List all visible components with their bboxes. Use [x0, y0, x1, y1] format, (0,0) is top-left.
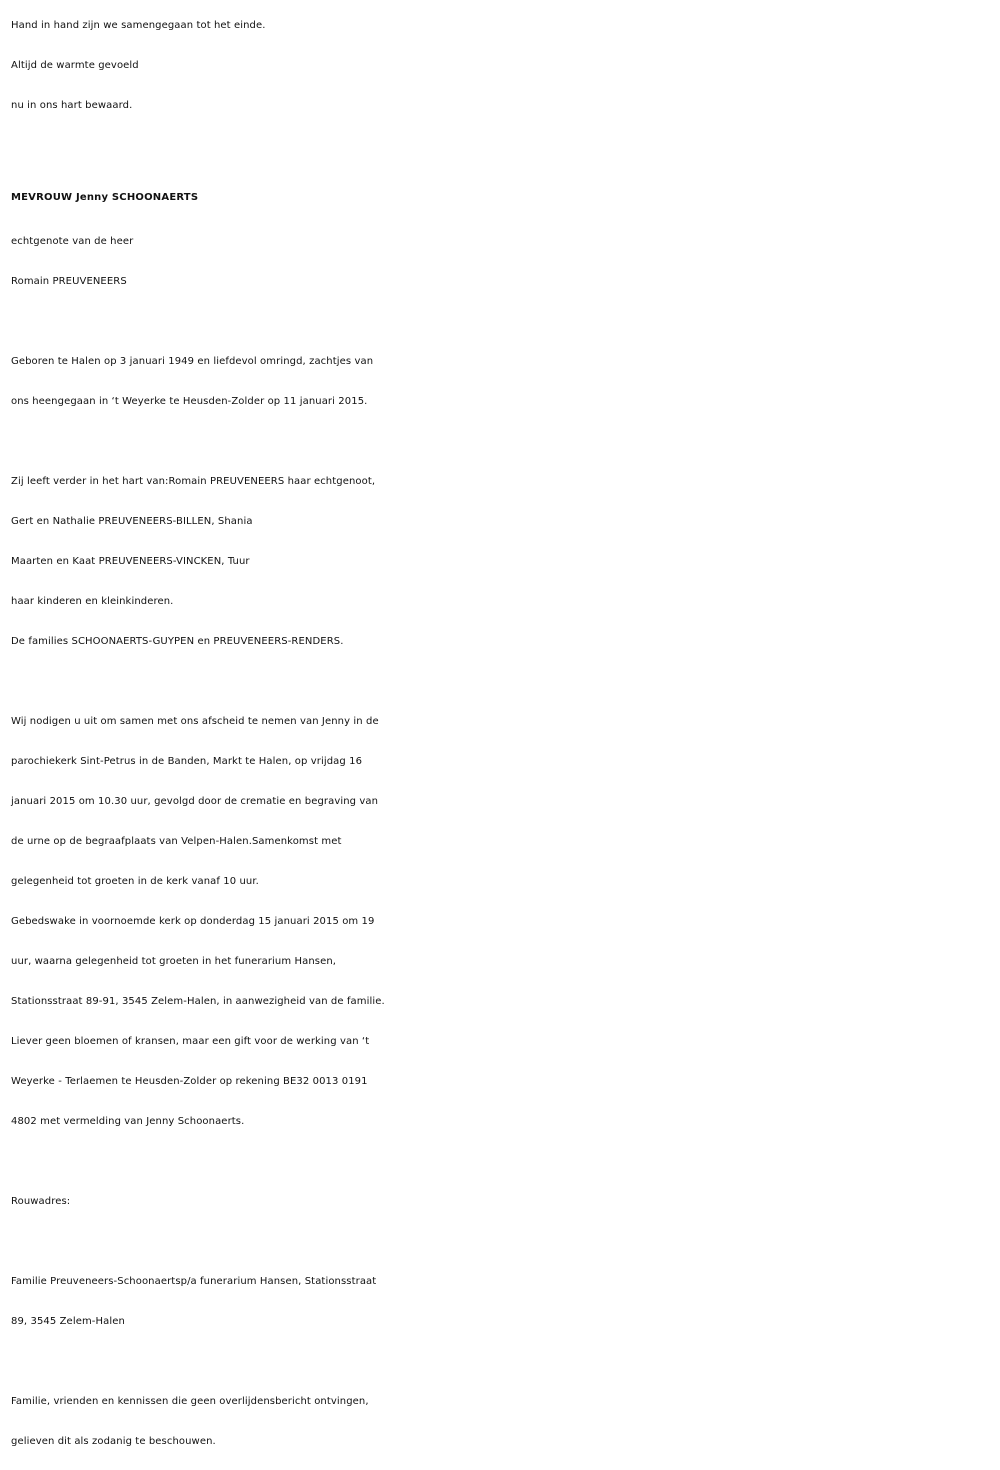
address-block — [11, 1262, 991, 1342]
birth-death-line: Geboren te Halen op 3 januari 1949 en liefdevol omringd, zachtjes van — [11, 356, 374, 367]
spacer — [11, 422, 991, 462]
closing-line: gelieven dit als zodanig te beschouwen. — [11, 1436, 216, 1447]
spacer — [11, 126, 991, 166]
family-block — [11, 462, 991, 662]
ceremony-block — [11, 702, 991, 1142]
ceremony-line: parochiekerk Sint-Petrus in de Banden, Markt te Halen, op vrijdag 16 — [11, 756, 363, 767]
ceremony-line: uur, waarna gelegenheid tot groeten in het funerarium Hansen, — [11, 956, 337, 967]
family-line: Gert en Nathalie PREUVENEERS-BILLEN, Shania — [11, 516, 253, 527]
birth-death-line: ons heengegaan in ‘t Weyerke te Heusden-Zolder op 11 januari 2015. — [11, 396, 368, 407]
spouse-block — [11, 222, 991, 302]
ceremony-line: Wij nodigen u uit om samen met ons afscheid te nemen van Jenny in de — [11, 716, 379, 727]
spouse-line: echtgenote van de heer — [11, 236, 134, 247]
spacer — [11, 1222, 991, 1262]
spacer — [11, 302, 991, 342]
poem-line: nu in ons hart bewaard. — [11, 100, 133, 111]
spacer — [11, 662, 991, 702]
spacer — [11, 1142, 991, 1182]
address-line: Familie Preuveneers-Schoonaertsp/a funerarium Hansen, Stationsstraat — [11, 1276, 377, 1287]
closing-line: Familie, vrienden en kennissen die geen overlijdensbericht ontvingen, — [11, 1396, 369, 1407]
ceremony-line: Weyerke - Terlaemen te Heusden-Zolder op rekening BE32 0013 0191 — [11, 1076, 368, 1087]
closing-block — [11, 1382, 991, 1462]
family-line: Zij leeft verder in het hart van:Romain PREUVENEERS haar echtgenoot, — [11, 476, 376, 487]
family-line: haar kinderen en kleinkinderen. — [11, 596, 174, 607]
family-line: De families SCHOONAERTS-GUYPEN en PREUVENEERS-RENDERS. — [11, 636, 344, 647]
poem-line: Altijd de warmte gevoeld — [11, 60, 139, 71]
ceremony-line: Gebedswake in voornoemde kerk op donderdag 15 januari 2015 om 19 — [11, 916, 375, 927]
ceremony-line: gelegenheid tot groeten in de kerk vanaf 10 uur. — [11, 876, 259, 887]
address-line: 89, 3545 Zelem-Halen — [11, 1316, 125, 1327]
poem-line: Hand in hand zijn we samengegaan tot het einde. — [11, 20, 266, 31]
ceremony-line: januari 2015 om 10.30 uur, gevolgd door de crematie en begraving van — [11, 796, 379, 807]
poem — [11, 6, 991, 126]
ceremony-line: 4802 met vermelding van Jenny Schoonaerts. — [11, 1116, 245, 1127]
ceremony-line: de urne op de begraafplaats van Velpen-Halen.Samenkomst met — [11, 836, 342, 847]
spacer — [11, 1342, 991, 1382]
ceremony-line: Liever geen bloemen of kransen, maar een gift voor de werking van ‘t — [11, 1036, 370, 1047]
family-line: Maarten en Kaat PREUVENEERS-VINCKEN, Tuur — [11, 556, 250, 567]
birth-death-block — [11, 342, 991, 422]
deceased-name: MEVROUW Jenny SCHOONAERTS — [11, 192, 199, 203]
obituary-document — [11, 6, 991, 1462]
address-label: Rouwadres: — [11, 1196, 71, 1207]
spouse-line: Romain PREUVENEERS — [11, 276, 127, 287]
ceremony-line: Stationsstraat 89-91, 3545 Zelem-Halen, in aanwezigheid van de familie. — [11, 996, 385, 1007]
